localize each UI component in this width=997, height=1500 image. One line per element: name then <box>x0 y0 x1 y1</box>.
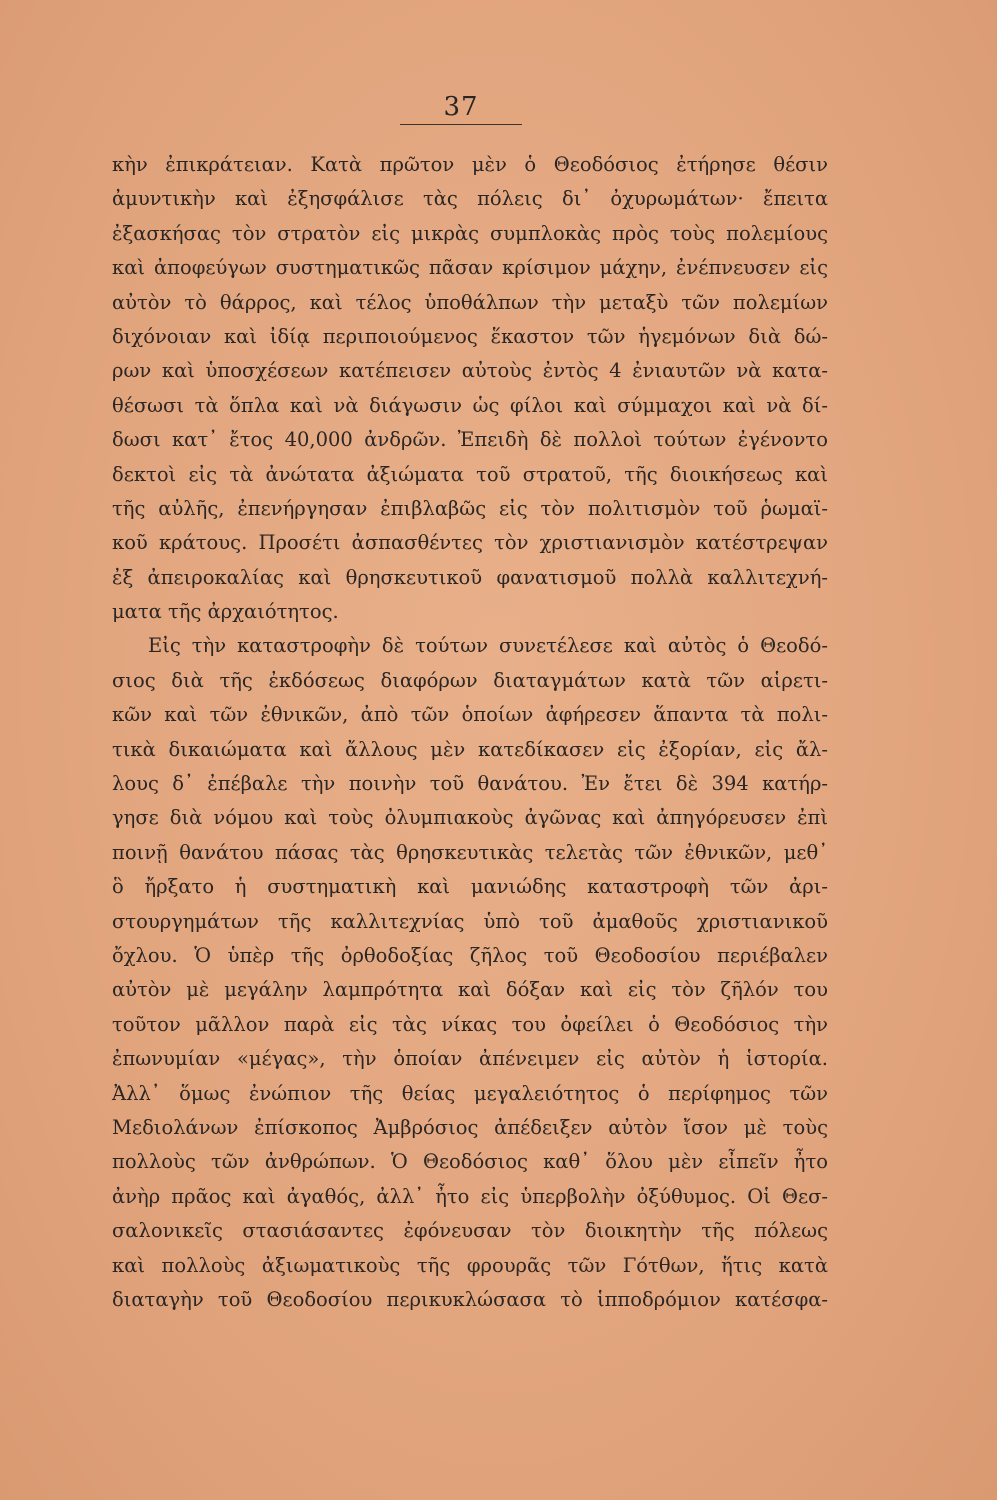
text-line: αὐτὸν μὲ μεγάλην λαμπρότητα καὶ δόξαν καὶ εἰς τὸν ζῆλόν του <box>112 978 828 1002</box>
text-line: κῶν καὶ τῶν ἐθνικῶν, ἀπὸ τῶν ὁποίων ἀφήρεσεν ἅπαντα τὰ πολι- <box>112 703 828 727</box>
text-line: διαταγὴν τοῦ Θεοδοσίου περικυκλώσασα τὸ ἱπποδρόμιον κατέσφα- <box>112 1287 828 1311</box>
body-text <box>112 148 828 1317</box>
text-line: δωσι κατ᾽ ἔτος 40,000 ἀνδρῶν. Ἐπειδὴ δὲ πολλοὶ τούτων ἐγένοντο <box>112 428 828 452</box>
text-line: αὐτὸν τὸ θάρρος, καὶ τέλος ὑποθάλπων τὴν μεταξὺ τῶν πολεμίων <box>112 290 828 314</box>
text-line: ποινῇ θανάτου πάσας τὰς θρησκευτικὰς τελετὰς τῶν ἐθνικῶν, μεθ᾽ <box>112 840 828 864</box>
text-line: ἐξασκήσας τὸν στρατὸν εἰς μικρὰς συμπλοκὰς πρὸς τοὺς πολεμίους <box>112 221 828 245</box>
page-number: 37 <box>443 92 479 122</box>
text-line: Μεδιολάνων ἐπίσκοπος Ἀμβρόσιος ἀπέδειξεν αὐτὸν ἴσον μὲ τοὺς <box>112 1115 828 1139</box>
text-line: τῆς αὐλῆς, ἐπενήργησαν ἐπιβλαβῶς εἰς τὸν πολιτισμὸν τοῦ ῥωμαϊ- <box>112 496 828 520</box>
text-line: Εἰς τὴν καταστροφὴν δὲ τούτων συνετέλεσε καὶ αὐτὸς ὁ Θεοδό- <box>148 634 828 658</box>
text-line: διχόνοιαν καὶ ἰδίᾳ περιποιούμενος ἕκαστον τῶν ἡγεμόνων διὰ δώ- <box>112 324 828 348</box>
text-line: κοῦ κράτους. Προσέτι ἀσπασθέντες τὸν χριστιανισμὸν κατέστρεψαν <box>112 531 828 555</box>
text-line: γησε διὰ νόμου καὶ τοὺς ὀλυμπιακοὺς ἀγῶνας καὶ ἀπηγόρευσεν ἐπὶ <box>112 806 828 830</box>
text-line: πολλοὺς τῶν ἀνθρώπων. Ὁ Θεοδόσιος καθ᾽ ὅλου μὲν εἶπεῖν ἦτο <box>112 1150 828 1174</box>
header-rule <box>400 124 522 125</box>
text-line: τικὰ δικαιώματα καὶ ἄλλους μὲν κατεδίκασεν εἰς ἐξορίαν, εἰς ἄλ- <box>112 737 828 761</box>
text-line: ρων καὶ ὑποσχέσεων κατέπεισεν αὐτοὺς ἐντὸς 4 ἐνιαυτῶν νὰ κατα- <box>112 359 828 383</box>
text-line: ὄχλου. Ὁ ὑπὲρ τῆς ὀρθοδοξίας ζῆλος τοῦ Θεοδοσίου περιέβαλεν <box>112 943 828 967</box>
text-line: θέσωσι τὰ ὅπλα καὶ νὰ διάγωσιν ὡς φίλοι καὶ σύμμαχοι καὶ νὰ δί- <box>112 393 828 417</box>
text-line: ἐπωνυμίαν «μέγας», τὴν ὁποίαν ἀπένειμεν εἰς αὐτὸν ἡ ἱστορία. <box>112 1047 828 1071</box>
text-line: στουργημάτων τῆς καλλιτεχνίας ὑπὸ τοῦ ἀμαθοῦς χριστιανικοῦ <box>112 909 828 933</box>
text-line: καὶ ἀποφεύγων συστηματικῶς πᾶσαν κρίσιμον μάχην, ἐνέπνευσεν εἰς <box>112 256 828 280</box>
text-line: Ἀλλ᾽ ὅμως ἐνώπιον τῆς θείας μεγαλειότητος ὁ περίφημος τῶν <box>112 1081 828 1105</box>
text-line: σαλονικεῖς στασιάσαντες ἐφόνευσαν τὸν διοικητὴν τῆς πόλεως <box>112 1219 828 1243</box>
text-line: ἐξ ἀπειροκαλίας καὶ θρησκευτικοῦ φανατισμοῦ πολλὰ καλλιτεχνή- <box>112 565 828 589</box>
text-line: δεκτοὶ εἰς τὰ ἀνώτατα ἀξιώματα τοῦ στρατοῦ, τῆς διοικήσεως καὶ <box>112 462 828 486</box>
text-line: ματα τῆς ἀρχαιότητος. <box>112 600 339 624</box>
text-line: λους δ᾽ ἐπέβαλε τὴν ποινὴν τοῦ θανάτου. Ἐν ἔτει δὲ 394 κατήρ- <box>112 772 828 796</box>
text-line: σιος διὰ τῆς ἐκδόσεως διαφόρων διαταγμάτων κατὰ τῶν αἱρετι- <box>112 668 828 692</box>
text-line: ἀμυντικὴν καὶ ἐξησφάλισε τὰς πόλεις δι᾽ ὀχυρωμάτων· ἔπειτα <box>112 187 828 211</box>
text-line: ὃ ἤρξατο ἡ συστηματικὴ καὶ μανιώδης καταστροφὴ τῶν ἀρι- <box>112 875 828 899</box>
text-line: ἀνὴρ πρᾶος καὶ ἀγαθός, ἀλλ᾽ ἦτο εἰς ὑπερβολὴν ὀξύθυμος. Οἱ Θεσ- <box>112 1184 828 1208</box>
text-line: τοῦτον μᾶλλον παρὰ εἰς τὰς νίκας του ὀφείλει ὁ Θεοδόσιος τὴν <box>112 1012 828 1036</box>
text-line: καὶ πολλοὺς ἀξιωματικοὺς τῆς φρουρᾶς τῶν Γότθων, ἥτις κατὰ <box>112 1253 828 1277</box>
text-line: κὴν ἐπικράτειαν. Κατὰ πρῶτον μὲν ὁ Θεοδόσιος ἐτήρησε θέσιν <box>112 153 828 176</box>
